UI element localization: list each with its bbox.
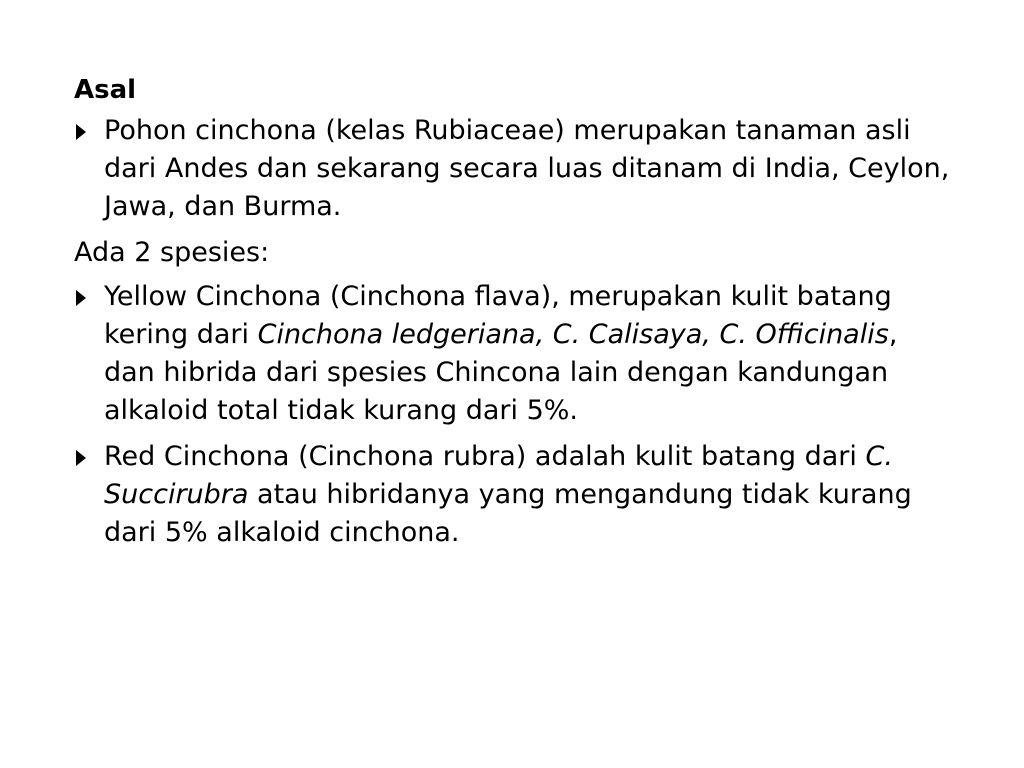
bullet-yellow-cinchona: [74, 278, 954, 430]
species-intro: Ada 2 spesies:: [74, 237, 270, 268]
yellow-text-part1: Yellow Cinchona (Cinchona flava), merupakan kulit batang kering dari: [104, 281, 892, 350]
bullet-origin: [74, 112, 954, 226]
triangle-bullet-icon: [76, 290, 86, 306]
triangle-bullet-icon: [76, 124, 86, 140]
red-text-part1: Red Cinchona (Cinchona rubra) adalah kulit batang dari: [104, 441, 866, 472]
yellow-text-part2: , dan hibrida dari spesies Chincona lain dengan kandungan alkaloid total tidak kurang dari 5%.: [104, 319, 898, 426]
bullet-red-cinchona: [74, 438, 954, 552]
yellow-species-italic: Cinchona ledgeriana, C. Calisaya, C. Officinalis: [257, 319, 889, 350]
triangle-bullet-icon: [76, 450, 86, 466]
bullet-origin-text: Pohon cinchona (kelas Rubiaceae) merupakan tanaman asli dari Andes dan sekarang secara luas ditanam di India, Ceylon, Jawa, dan Burma.: [104, 115, 950, 222]
slide-content: [74, 70, 954, 560]
red-species-italic: C. Succirubra: [104, 441, 893, 510]
red-text-part2: atau hibridanya yang mengandung tidak kurang dari 5% alkaloid cinchona.: [104, 479, 912, 548]
slide-heading: Asal: [74, 75, 137, 105]
